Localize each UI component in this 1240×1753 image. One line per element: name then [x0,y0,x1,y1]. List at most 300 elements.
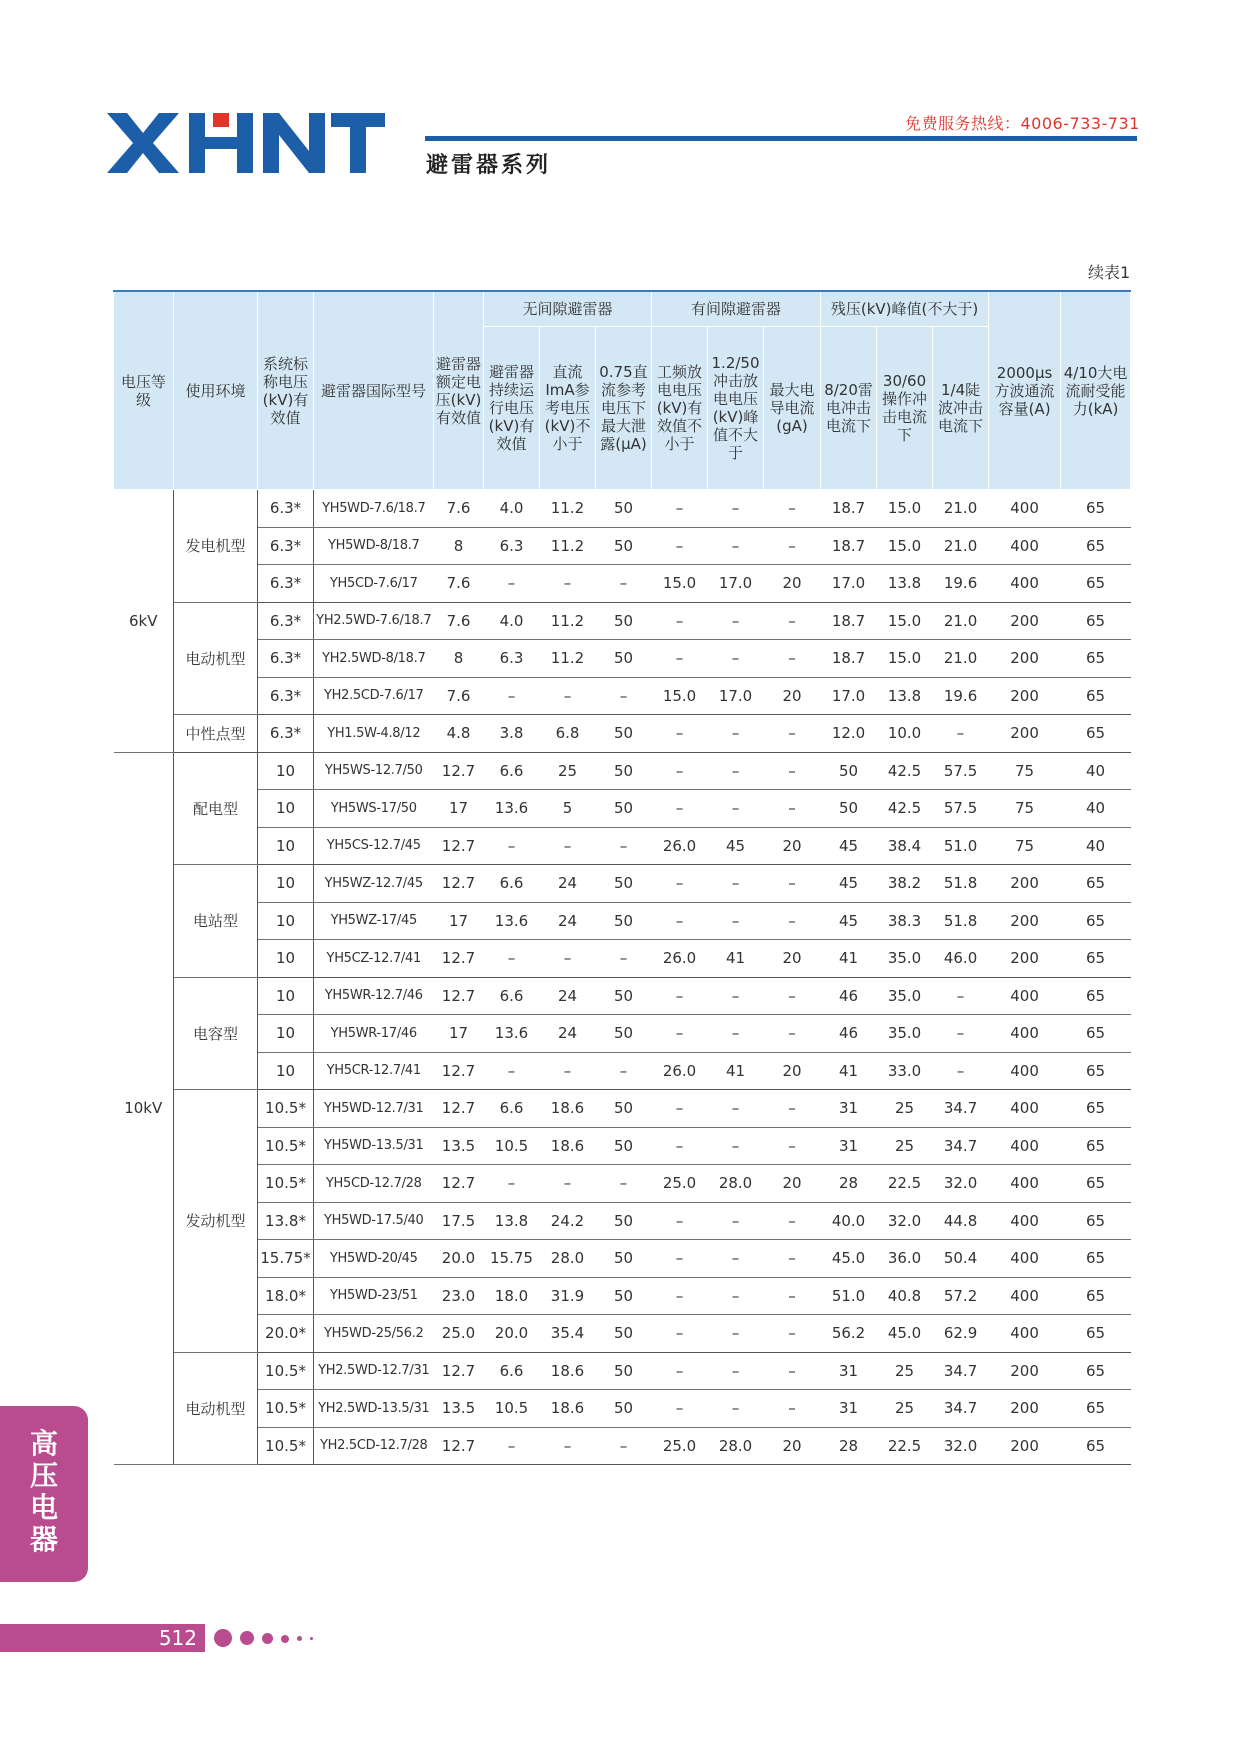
rated-voltage-cell: 17 [434,790,484,828]
pf-discharge-cell: – [652,790,708,828]
dc-ref-voltage-cell: – [540,677,596,715]
switching-residual-cell: 35.0 [877,940,933,978]
switching-residual-cell: 15.0 [877,527,933,565]
rated-voltage-cell: 8 [434,640,484,678]
table-row [114,1052,1131,1090]
pf-discharge-cell: – [652,602,708,640]
model-cell: YH5WS-17/50 [314,790,434,828]
square-wave-capacity-cell: 75 [989,827,1061,865]
continuous-voltage-cell: 20.0 [484,1315,540,1353]
model-cell: YH5CS-12.7/45 [314,827,434,865]
dc-ref-voltage-cell: 6.8 [540,715,596,753]
steep-residual-cell: 34.7 [933,1352,989,1390]
high-current-capacity-cell: 40 [1061,752,1131,790]
leakage-cell: 50 [596,1127,652,1165]
high-current-capacity-cell: 65 [1061,565,1131,603]
table-row [114,490,1131,528]
high-current-capacity-cell: 65 [1061,1427,1131,1465]
max-leakage-current-cell: – [764,715,821,753]
switching-residual-cell: 15.0 [877,490,933,528]
square-wave-capacity-cell: 75 [989,790,1061,828]
continuous-voltage-cell: – [484,677,540,715]
leakage-cell: 50 [596,1352,652,1390]
table-row [114,1015,1131,1053]
impulse-discharge-cell: 45 [708,827,764,865]
switching-residual-cell: 38.3 [877,902,933,940]
system-voltage-cell: 6.3* [258,490,314,528]
switching-residual-cell: 25 [877,1352,933,1390]
steep-residual-cell: 51.0 [933,827,989,865]
model-cell: YH5CD-7.6/17 [314,565,434,603]
header-impulse-discharge: 1.2/50冲击放电电压(kV)峰值不大于 [708,327,764,490]
dc-ref-voltage-cell: 25 [540,752,596,790]
continuous-voltage-cell: 10.5 [484,1390,540,1428]
model-cell: YH5WD-20/45 [314,1240,434,1278]
high-current-capacity-cell: 65 [1061,865,1131,903]
header-max-leakage-current: 最大电导电流(gA) [764,327,821,490]
square-wave-capacity-cell: 200 [989,1390,1061,1428]
header-dc-ref-voltage: 直流ImA参考电压(kV)不小于 [540,327,596,490]
impulse-discharge-cell: – [708,1202,764,1240]
steep-residual-cell: 34.7 [933,1090,989,1128]
switching-residual-cell: 22.5 [877,1165,933,1203]
steep-residual-cell: 19.6 [933,565,989,603]
system-voltage-cell: 10 [258,977,314,1015]
impulse-discharge-cell: 41 [708,1052,764,1090]
system-voltage-cell: 10 [258,940,314,978]
pf-discharge-cell: – [652,1277,708,1315]
impulse-discharge-cell: 17.0 [708,565,764,603]
max-leakage-current-cell: – [764,790,821,828]
switching-residual-cell: 42.5 [877,752,933,790]
lightning-residual-cell: 46 [821,977,877,1015]
max-leakage-current-cell: – [764,1240,821,1278]
square-wave-capacity-cell: 400 [989,1090,1061,1128]
lightning-residual-cell: 56.2 [821,1315,877,1353]
lightning-residual-cell: 17.0 [821,677,877,715]
high-current-capacity-cell: 65 [1061,1352,1131,1390]
header-rated-voltage: 避雷器额定电压(kV)有效值 [434,291,484,490]
pf-discharge-cell: 26.0 [652,1052,708,1090]
model-cell: YH5WD-17.5/40 [314,1202,434,1240]
footer-dot [240,1631,254,1645]
model-cell: YH5WZ-17/45 [314,902,434,940]
pf-discharge-cell: 15.0 [652,565,708,603]
system-voltage-cell: 6.3* [258,715,314,753]
rated-voltage-cell: 4.8 [434,715,484,753]
switching-residual-cell: 45.0 [877,1315,933,1353]
impulse-discharge-cell: – [708,1090,764,1128]
xhnt-logo [105,105,385,177]
continuous-voltage-cell: – [484,1427,540,1465]
leakage-cell: 50 [596,715,652,753]
lightning-residual-cell: 12.0 [821,715,877,753]
lightning-residual-cell: 51.0 [821,1277,877,1315]
header-continuous-voltage: 避雷器持续运行电压(kV)有效值 [484,327,540,490]
dc-ref-voltage-cell: 18.6 [540,1352,596,1390]
high-current-capacity-cell: 65 [1061,490,1131,528]
steep-residual-cell: – [933,715,989,753]
square-wave-capacity-cell: 200 [989,902,1061,940]
high-current-capacity-cell: 40 [1061,827,1131,865]
voltage-level-cell: 6kV [114,490,174,753]
max-leakage-current-cell: – [764,1390,821,1428]
steep-residual-cell: 21.0 [933,527,989,565]
model-cell: YH5WR-17/46 [314,1015,434,1053]
system-voltage-cell: 6.3* [258,527,314,565]
impulse-discharge-cell: – [708,902,764,940]
leakage-cell: 50 [596,1090,652,1128]
model-cell: YH2.5CD-7.6/17 [314,677,434,715]
high-current-capacity-cell: 65 [1061,1277,1131,1315]
high-current-capacity-cell: 65 [1061,977,1131,1015]
steep-residual-cell: 21.0 [933,602,989,640]
square-wave-capacity-cell: 400 [989,1202,1061,1240]
lightning-residual-cell: 41 [821,1052,877,1090]
pf-discharge-cell: 15.0 [652,677,708,715]
pf-discharge-cell: – [652,1202,708,1240]
square-wave-capacity-cell: 400 [989,527,1061,565]
table-row [114,977,1131,1015]
table-header [114,291,1131,490]
system-voltage-cell: 15.75* [258,1240,314,1278]
leakage-cell: – [596,1052,652,1090]
header-environment: 使用环境 [174,291,258,490]
rated-voltage-cell: 17 [434,1015,484,1053]
high-current-capacity-cell: 65 [1061,902,1131,940]
model-cell: YH5WD-7.6/18.7 [314,490,434,528]
system-voltage-cell: 10 [258,1052,314,1090]
continuous-voltage-cell: 6.6 [484,752,540,790]
max-leakage-current-cell: – [764,1315,821,1353]
high-current-capacity-cell: 65 [1061,715,1131,753]
environment-cell: 电动机型 [174,602,258,715]
leakage-cell: 50 [596,602,652,640]
table-row [114,640,1131,678]
table-row [114,902,1131,940]
lightning-residual-cell: 28 [821,1165,877,1203]
rated-voltage-cell: 12.7 [434,865,484,903]
dc-ref-voltage-cell: 5 [540,790,596,828]
rated-voltage-cell: 7.6 [434,602,484,640]
dc-ref-voltage-cell: 11.2 [540,490,596,528]
impulse-discharge-cell: 41 [708,940,764,978]
switching-residual-cell: 35.0 [877,977,933,1015]
system-voltage-cell: 10.5* [258,1390,314,1428]
continued-label: 续表1 [1088,263,1131,282]
switching-residual-cell: 33.0 [877,1052,933,1090]
rated-voltage-cell: 25.0 [434,1315,484,1353]
pf-discharge-cell: – [652,1240,708,1278]
square-wave-capacity-cell: 400 [989,1240,1061,1278]
lightning-residual-cell: 18.7 [821,602,877,640]
header-system-voltage: 系统标称电压(kV)有效值 [258,291,314,490]
model-cell: YH2.5CD-12.7/28 [314,1427,434,1465]
model-cell: YH5CR-12.7/41 [314,1052,434,1090]
max-leakage-current-cell: – [764,1352,821,1390]
max-leakage-current-cell: – [764,1127,821,1165]
lightning-residual-cell: 17.0 [821,565,877,603]
max-leakage-current-cell: 20 [764,565,821,603]
leakage-cell: 50 [596,1390,652,1428]
max-leakage-current-cell: – [764,490,821,528]
square-wave-capacity-cell: 200 [989,1352,1061,1390]
rated-voltage-cell: 12.7 [434,1052,484,1090]
pf-discharge-cell: – [652,865,708,903]
max-leakage-current-cell: – [764,1277,821,1315]
pf-discharge-cell: 26.0 [652,940,708,978]
continuous-voltage-cell: 3.8 [484,715,540,753]
leakage-cell: – [596,940,652,978]
continuous-voltage-cell: – [484,565,540,603]
continuous-voltage-cell: 13.6 [484,1015,540,1053]
steep-residual-cell: – [933,1015,989,1053]
rated-voltage-cell: 20.0 [434,1240,484,1278]
switching-residual-cell: 25 [877,1390,933,1428]
system-voltage-cell: 6.3* [258,640,314,678]
leakage-cell: – [596,1165,652,1203]
table-row [114,715,1131,753]
table-row [114,1090,1131,1128]
hotline-text: 免费服务热线：4006-733-731 [905,114,1140,133]
switching-residual-cell: 36.0 [877,1240,933,1278]
square-wave-capacity-cell: 400 [989,1315,1061,1353]
leakage-cell: 50 [596,1015,652,1053]
continuous-voltage-cell: 6.6 [484,865,540,903]
voltage-level-cell: 10kV [114,752,174,1465]
model-cell: YH5CD-12.7/28 [314,1165,434,1203]
pf-discharge-cell: – [652,1315,708,1353]
system-voltage-cell: 10 [258,902,314,940]
table-row [114,1352,1131,1390]
rated-voltage-cell: 12.7 [434,752,484,790]
steep-residual-cell: 51.8 [933,902,989,940]
impulse-discharge-cell: – [708,640,764,678]
high-current-capacity-cell: 65 [1061,1390,1131,1428]
lightning-residual-cell: 45 [821,827,877,865]
table-row [114,1427,1131,1465]
system-voltage-cell: 10.5* [258,1352,314,1390]
square-wave-capacity-cell: 400 [989,1015,1061,1053]
system-voltage-cell: 10 [258,1015,314,1053]
category-side-tab [0,1406,88,1582]
environment-cell: 电容型 [174,977,258,1090]
steep-residual-cell: 57.5 [933,752,989,790]
lightning-residual-cell: 40.0 [821,1202,877,1240]
switching-residual-cell: 35.0 [877,1015,933,1053]
switching-residual-cell: 22.5 [877,1427,933,1465]
table-row [114,1127,1131,1165]
system-voltage-cell: 10 [258,752,314,790]
max-leakage-current-cell: – [764,1090,821,1128]
system-voltage-cell: 6.3* [258,565,314,603]
pf-discharge-cell: 25.0 [652,1427,708,1465]
switching-residual-cell: 42.5 [877,790,933,828]
dc-ref-voltage-cell: 24 [540,902,596,940]
footer-dot [297,1636,302,1641]
square-wave-capacity-cell: 400 [989,1277,1061,1315]
steep-residual-cell: 32.0 [933,1165,989,1203]
continuous-voltage-cell: 15.75 [484,1240,540,1278]
footer-dot [214,1629,232,1647]
model-cell: YH5WS-12.7/50 [314,752,434,790]
continuous-voltage-cell: 6.6 [484,1090,540,1128]
leakage-cell: 50 [596,490,652,528]
continuous-voltage-cell: 6.3 [484,640,540,678]
pf-discharge-cell: – [652,752,708,790]
system-voltage-cell: 6.3* [258,677,314,715]
square-wave-capacity-cell: 200 [989,865,1061,903]
footer-dot [310,1637,313,1640]
switching-residual-cell: 15.0 [877,602,933,640]
impulse-discharge-cell: – [708,1315,764,1353]
steep-residual-cell: 44.8 [933,1202,989,1240]
model-cell: YH1.5W-4.8/12 [314,715,434,753]
dc-ref-voltage-cell: – [540,940,596,978]
lightning-residual-cell: 18.7 [821,640,877,678]
high-current-capacity-cell: 65 [1061,940,1131,978]
rated-voltage-cell: 12.7 [434,1165,484,1203]
dc-ref-voltage-cell: – [540,1165,596,1203]
dc-ref-voltage-cell: 35.4 [540,1315,596,1353]
rated-voltage-cell: 7.6 [434,677,484,715]
header-group-no-gap: 无间隙避雷器 [484,291,652,327]
pf-discharge-cell: – [652,490,708,528]
switching-residual-cell: 25 [877,1090,933,1128]
square-wave-capacity-cell: 200 [989,1427,1061,1465]
model-cell: YH5WZ-12.7/45 [314,865,434,903]
footer-bar [0,1624,205,1652]
leakage-cell: 50 [596,527,652,565]
environment-cell: 配电型 [174,752,258,865]
impulse-discharge-cell: – [708,1240,764,1278]
system-voltage-cell: 10 [258,827,314,865]
lightning-residual-cell: 45 [821,902,877,940]
dc-ref-voltage-cell: 24 [540,1015,596,1053]
lightning-residual-cell: 50 [821,790,877,828]
max-leakage-current-cell: – [764,752,821,790]
rated-voltage-cell: 12.7 [434,1090,484,1128]
max-leakage-current-cell: 20 [764,1052,821,1090]
high-current-capacity-cell: 40 [1061,790,1131,828]
lightning-residual-cell: 31 [821,1127,877,1165]
rated-voltage-cell: 12.7 [434,827,484,865]
impulse-discharge-cell: – [708,1390,764,1428]
environment-cell: 发电机型 [174,490,258,603]
arrester-spec-table [113,290,1131,1465]
square-wave-capacity-cell: 400 [989,1165,1061,1203]
pf-discharge-cell: – [652,527,708,565]
lightning-residual-cell: 28 [821,1427,877,1465]
system-voltage-cell: 10.5* [258,1127,314,1165]
continuous-voltage-cell: 10.5 [484,1127,540,1165]
leakage-cell: 50 [596,640,652,678]
pf-discharge-cell: – [652,977,708,1015]
table-row [114,827,1131,865]
switching-residual-cell: 32.0 [877,1202,933,1240]
model-cell: YH5WD-12.7/31 [314,1090,434,1128]
rated-voltage-cell: 12.7 [434,940,484,978]
series-title: 避雷器系列 [426,153,552,178]
header-pf-discharge: 工频放电电压(kV)有效值不小于 [652,327,708,490]
dc-ref-voltage-cell: 11.2 [540,640,596,678]
header-switching: 30/60操作冲击电流下 [877,327,933,490]
high-current-capacity-cell: 65 [1061,527,1131,565]
impulse-discharge-cell: – [708,1352,764,1390]
square-wave-capacity-cell: 400 [989,490,1061,528]
impulse-discharge-cell: – [708,865,764,903]
lightning-residual-cell: 46 [821,1015,877,1053]
impulse-discharge-cell: 28.0 [708,1427,764,1465]
max-leakage-current-cell: 20 [764,940,821,978]
max-leakage-current-cell: 20 [764,1427,821,1465]
header-leakage: 0.75直流参考电压下最大泄露(μA) [596,327,652,490]
max-leakage-current-cell: – [764,865,821,903]
square-wave-capacity-cell: 200 [989,677,1061,715]
lightning-residual-cell: 45 [821,865,877,903]
table-row [114,865,1131,903]
high-current-capacity-cell: 65 [1061,602,1131,640]
leakage-cell: – [596,677,652,715]
system-voltage-cell: 20.0* [258,1315,314,1353]
leakage-cell: 50 [596,752,652,790]
pf-discharge-cell: – [652,902,708,940]
continuous-voltage-cell: 4.0 [484,490,540,528]
table-row [114,940,1131,978]
pf-discharge-cell: – [652,1015,708,1053]
leakage-cell: 50 [596,1277,652,1315]
dc-ref-voltage-cell: 18.6 [540,1390,596,1428]
steep-residual-cell: 50.4 [933,1240,989,1278]
impulse-discharge-cell: – [708,1015,764,1053]
table-row [114,1240,1131,1278]
system-voltage-cell: 18.0* [258,1277,314,1315]
dc-ref-voltage-cell: – [540,1427,596,1465]
max-leakage-current-cell: – [764,602,821,640]
switching-residual-cell: 15.0 [877,640,933,678]
steep-residual-cell: 32.0 [933,1427,989,1465]
square-wave-capacity-cell: 200 [989,940,1061,978]
continuous-voltage-cell: 6.3 [484,527,540,565]
table-row [114,1390,1131,1428]
header-steep: 1/4陡波冲击电流下 [933,327,989,490]
table-row [114,1277,1131,1315]
continuous-voltage-cell: 18.0 [484,1277,540,1315]
dc-ref-voltage-cell: 28.0 [540,1240,596,1278]
system-voltage-cell: 13.8* [258,1202,314,1240]
model-cell: YH2.5WD-12.7/31 [314,1352,434,1390]
table-row [114,1202,1131,1240]
rated-voltage-cell: 7.6 [434,490,484,528]
leakage-cell: 50 [596,1240,652,1278]
impulse-discharge-cell: – [708,1277,764,1315]
header-lightning: 8/20雷电冲击电流下 [821,327,877,490]
continuous-voltage-cell: 4.0 [484,602,540,640]
impulse-discharge-cell: – [708,1127,764,1165]
square-wave-capacity-cell: 400 [989,565,1061,603]
pf-discharge-cell: – [652,1127,708,1165]
dc-ref-voltage-cell: 24 [540,977,596,1015]
high-current-capacity-cell: 65 [1061,640,1131,678]
table-row [114,1165,1131,1203]
steep-residual-cell: 51.8 [933,865,989,903]
steep-residual-cell: 62.9 [933,1315,989,1353]
model-cell: YH2.5WD-7.6/18.7 [314,602,434,640]
steep-residual-cell: 34.7 [933,1127,989,1165]
switching-residual-cell: 10.0 [877,715,933,753]
table-row [114,752,1131,790]
continuous-voltage-cell: 6.6 [484,1352,540,1390]
